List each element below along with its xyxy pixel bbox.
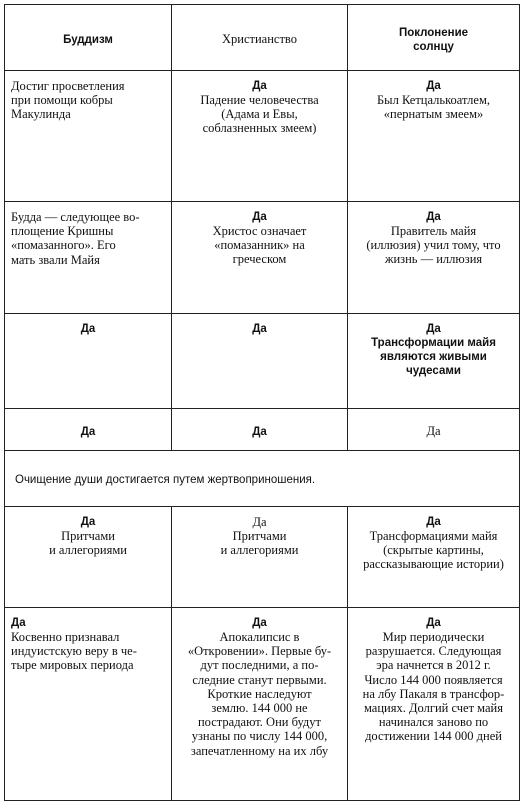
cell-text-line: «помазанного». Его <box>11 238 116 253</box>
cell-col-1 <box>5 608 172 801</box>
header-sun-worship-line-2: солнцу <box>413 40 454 53</box>
cell-text-line: (скрытые картины, <box>383 543 484 558</box>
cell-text-line: начинался заново по <box>378 715 489 730</box>
yes-mark: Да <box>80 425 96 438</box>
table-row <box>5 507 520 608</box>
cell-text-line: Падение человечества <box>200 93 319 107</box>
cell-text-line: на лбу Пакаля в трансфор- <box>362 686 505 701</box>
cell-text-line: Кроткие наследуют <box>207 686 312 701</box>
cell-text-line: Косвенно признавал <box>11 630 120 644</box>
header-row <box>5 5 520 71</box>
cell-text-line: тыре мировых периода <box>11 658 134 673</box>
header-sun-worship-line-1: Поклонение <box>398 26 469 39</box>
header-christianity: Христианство <box>172 5 348 71</box>
cell-col-1 <box>5 71 172 202</box>
cell-col-2 <box>172 409 348 451</box>
cell-col-2 <box>172 71 348 202</box>
cell-col-1 <box>5 409 172 451</box>
yes-mark: Да <box>80 516 96 528</box>
header-sun-worship <box>348 5 520 71</box>
cell-text-line: эра начнется в 2012 г. <box>376 658 491 673</box>
table-row <box>5 409 520 451</box>
cell-text-line: «Откровении». Первые бу- <box>187 644 332 659</box>
cell-text-line: дут последними, а по- <box>200 658 319 673</box>
cell-text-line: мать звали Майя <box>11 252 100 267</box>
cell-text-line: Христос означает <box>212 224 307 238</box>
cell-col-2 <box>172 507 348 608</box>
cell-text-line: Притчами <box>232 529 287 544</box>
yes-mark: Да <box>252 211 267 223</box>
cell-text-line: рассказывающие истории) <box>363 557 504 572</box>
cell-col-3 <box>348 202 520 314</box>
cell-col-1 <box>5 507 172 608</box>
cell-text-line: Достиг просветления <box>11 79 125 93</box>
cell-text-line: «помазанник» на <box>214 238 305 253</box>
yes-mark: Да <box>252 80 267 92</box>
yes-mark: Да <box>252 617 267 629</box>
cell-text-line: Мир периодически <box>382 630 485 644</box>
cell-text-line: Правитель майя <box>390 224 477 238</box>
cell-col-1 <box>5 314 172 409</box>
cell-col-1 <box>5 202 172 314</box>
full-width-statement: Очищение души достигается путем жертвоприношения. <box>5 451 520 507</box>
cell-text-line: мациях. Долгий счет майя <box>363 701 503 716</box>
table-row <box>5 314 520 409</box>
cell-col-3 <box>348 507 520 608</box>
cell-text-line: запечатленному на их лбу <box>190 743 329 758</box>
cell-text-line: землю. 144 000 не <box>211 701 308 716</box>
cell-text-line: являются живыми <box>380 351 487 363</box>
cell-text-line: Был Кетцалькоатлем, <box>377 93 490 107</box>
cell-col-3 <box>348 608 520 801</box>
cell-col-3 <box>348 314 520 409</box>
cell-text-line: Апокалипсис в <box>219 630 300 644</box>
yes-mark: Да <box>252 323 267 335</box>
cell-text-line: (Адама и Евы, <box>221 107 298 122</box>
cell-text-line: «пернатым змеем» <box>383 107 484 122</box>
yes-mark: Да <box>80 323 96 335</box>
cell-text-line: и аллегориями <box>49 543 127 558</box>
cell-text-line: Трансформации майя <box>371 337 496 349</box>
cell-text-line: следние станут первыми. <box>192 672 327 687</box>
cell-text-line: чудесами <box>406 365 461 377</box>
cell-text-line: и аллегориями <box>220 543 299 558</box>
cell-text-line: (иллюзия) учил тому, что <box>366 238 501 253</box>
header-buddhism: Буддизм <box>5 5 172 71</box>
yes-mark: Да <box>426 211 441 223</box>
yes-mark: Да <box>11 617 26 629</box>
cell-text-line: греческом <box>232 252 287 267</box>
yes-mark: Да <box>426 424 441 439</box>
yes-mark: Да <box>426 80 441 92</box>
cell-text-line: соблазненных змеем) <box>202 121 317 136</box>
yes-mark: Да <box>252 425 267 438</box>
cell-text-line: Число 144 000 появляется <box>364 672 503 687</box>
full-width-row <box>5 451 520 507</box>
comparison-table <box>4 4 520 801</box>
cell-text-line: Притчами <box>61 529 115 543</box>
cell-text-line: разрушается. Следующая <box>365 644 502 659</box>
cell-text-line: достижении 144 000 дней <box>365 729 502 744</box>
yes-mark: Да <box>252 515 267 529</box>
cell-col-3 <box>348 409 520 451</box>
table-row <box>5 71 520 202</box>
cell-text-line: жизнь — иллюзия <box>384 252 483 267</box>
yes-mark: Да <box>426 617 441 629</box>
cell-text-line: Будда — следующее во- <box>11 210 140 224</box>
cell-text-line: узнаны по числу 144 000, <box>191 729 328 744</box>
yes-mark: Да <box>426 516 441 528</box>
cell-text-line: при помощи кобры <box>11 93 113 108</box>
cell-col-2 <box>172 202 348 314</box>
cell-text-line: пострадают. Они будут <box>197 715 322 730</box>
cell-col-2 <box>172 608 348 801</box>
cell-col-3 <box>348 71 520 202</box>
cell-text-line: Трансформациями майя <box>369 529 498 543</box>
table-row <box>5 202 520 314</box>
yes-mark: Да <box>426 323 441 335</box>
table-row <box>5 608 520 801</box>
cell-text-line: Макулинда <box>11 107 71 122</box>
cell-text-line: индуистскую веру в че- <box>11 644 137 659</box>
cell-col-2 <box>172 314 348 409</box>
cell-text-line: площение Кришны <box>11 224 114 239</box>
